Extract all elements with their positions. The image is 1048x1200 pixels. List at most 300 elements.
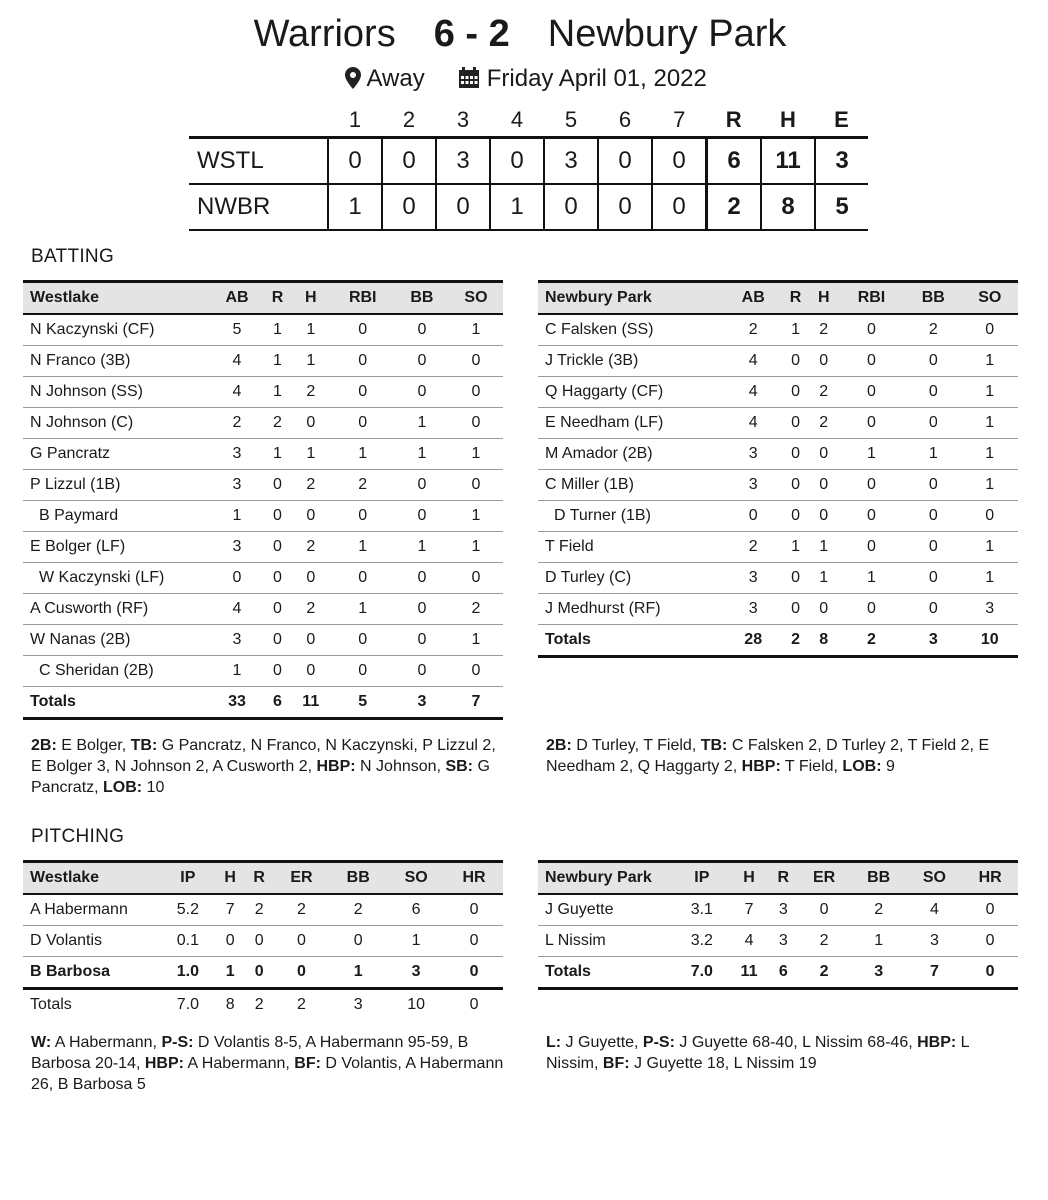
note-text: D Volantis 8-5, A Habermann 95-59, B Barbosa 20-14,	[31, 1034, 469, 1072]
stat-cell: 1	[905, 439, 961, 470]
stat-cell: 2	[810, 314, 838, 346]
player-name: D Turner (1B)	[538, 501, 725, 532]
totals-cell: 0	[962, 957, 1018, 989]
stat-cell: 1	[264, 439, 291, 470]
totals-cell: 3	[395, 687, 449, 719]
stat-column-header: SO	[907, 862, 963, 895]
player-name: C Miller (1B)	[538, 470, 725, 501]
stat-cell: 1.0	[160, 957, 216, 989]
stat-cell: 3	[387, 957, 445, 989]
note-label: P-S:	[161, 1034, 194, 1051]
stat-cell: 3	[210, 470, 264, 501]
stat-column-header: R	[781, 282, 809, 315]
totals-label: Totals	[538, 625, 725, 657]
stat-column-header: R	[264, 282, 291, 315]
stat-cell: 1	[395, 408, 449, 439]
line-score-total-h: 8	[761, 184, 815, 230]
stat-cell: 0	[395, 501, 449, 532]
player-row	[538, 314, 1018, 346]
player-name: J Trickle (3B)	[538, 346, 725, 377]
stat-cell: 1	[838, 439, 905, 470]
stat-cell: 1	[291, 346, 331, 377]
stat-column-header: BB	[329, 862, 387, 895]
stat-cell: 4	[725, 408, 781, 439]
stat-column-header: R	[245, 862, 274, 895]
stat-cell: 3	[210, 625, 264, 656]
stat-cell: 0	[810, 501, 838, 532]
inning-score: 1	[490, 184, 544, 230]
player-name: E Needham (LF)	[538, 408, 725, 439]
stat-cell: 0	[781, 439, 809, 470]
player-row	[23, 625, 503, 656]
stat-column-header: ER	[797, 862, 851, 895]
stat-cell: 2	[449, 594, 503, 625]
stat-column-header: RBI	[838, 282, 905, 315]
stat-cell: 0	[445, 926, 503, 957]
home-team-name: Newbury Park	[547, 13, 787, 55]
player-row	[538, 408, 1018, 439]
note-label: SB:	[445, 758, 473, 775]
game-date: Friday April 01, 2022	[486, 65, 707, 92]
stat-cell: 4	[907, 894, 963, 926]
team-name-header: Westlake	[23, 862, 160, 895]
player-name: C Sheridan (2B)	[23, 656, 210, 687]
totals-row	[538, 625, 1018, 657]
stat-cell: 0	[810, 594, 838, 625]
stat-cell: 0	[449, 656, 503, 687]
westlake-batting-table	[23, 280, 503, 720]
totals-label: Totals	[538, 957, 675, 989]
stat-cell: 0	[781, 377, 809, 408]
stat-cell: 0	[291, 563, 331, 594]
note-label: TB:	[130, 737, 158, 754]
stat-column-header: HR	[962, 862, 1018, 895]
totals-cell: 8	[225, 996, 235, 1013]
stat-cell: 0	[781, 501, 809, 532]
line-score-total-e: 3	[815, 138, 868, 185]
newbury-batting-table	[538, 280, 1018, 658]
stat-cell: 0	[838, 408, 905, 439]
stat-cell: 2	[797, 926, 851, 957]
stat-cell: 2	[245, 894, 274, 926]
stat-cell: 0	[274, 957, 330, 989]
player-row	[23, 532, 503, 563]
note-text: D Volantis, A Habermann 26, B Barbosa 5	[31, 1055, 504, 1093]
stat-cell: 0	[781, 346, 809, 377]
player-row	[538, 439, 1018, 470]
note-label: HBP:	[316, 758, 356, 775]
stat-cell: 1	[395, 439, 449, 470]
line-score-row	[189, 184, 868, 230]
line-score-row	[189, 138, 868, 185]
inning-score: 0	[544, 184, 598, 230]
stat-column-header: SO	[387, 862, 445, 895]
stat-cell: 1	[331, 439, 395, 470]
stat-cell: 2	[274, 894, 330, 926]
stat-cell: 3	[725, 470, 781, 501]
stat-cell: 1	[781, 314, 809, 346]
location-label: Away	[366, 65, 425, 92]
player-name: P Lizzul (1B)	[23, 470, 210, 501]
player-row	[538, 346, 1018, 377]
stat-column-header: HR	[445, 862, 503, 895]
stat-cell: 1	[962, 439, 1018, 470]
stat-cell: 0	[905, 532, 961, 563]
line-score-header: 5	[544, 104, 598, 138]
stat-column-header: IP	[160, 862, 216, 895]
line-score-header: H	[761, 104, 815, 138]
inning-score: 1	[328, 184, 382, 230]
stat-cell: 0	[264, 532, 291, 563]
stat-cell: 1	[838, 563, 905, 594]
player-name: A Cusworth (RF)	[23, 594, 210, 625]
line-score-header: 7	[652, 104, 707, 138]
stat-cell: 2	[331, 470, 395, 501]
stat-cell: 4	[729, 926, 770, 957]
stat-cell: 1	[781, 532, 809, 563]
inning-score: 0	[490, 138, 544, 185]
player-row	[23, 563, 503, 594]
newbury-pitching-notes	[546, 1032, 1021, 1074]
player-name: N Kaczynski (CF)	[23, 314, 210, 346]
stat-cell: 0	[905, 408, 961, 439]
note-text: C Falsken 2, D Turley 2, T Field 2, E Needham 2, Q Haggarty 2,	[546, 737, 990, 775]
player-name: E Bolger (LF)	[23, 532, 210, 563]
player-name: J Medhurst (RF)	[538, 594, 725, 625]
player-row	[538, 594, 1018, 625]
line-score-total-r: 2	[707, 184, 762, 230]
player-name: T Field	[538, 532, 725, 563]
stat-cell: 2	[725, 314, 781, 346]
stat-cell: 2	[210, 408, 264, 439]
stat-column-header: R	[769, 862, 797, 895]
stat-cell: 1	[962, 532, 1018, 563]
note-label: L:	[546, 1034, 562, 1051]
line-score-total-r: 6	[707, 138, 762, 185]
inning-score: 0	[652, 138, 707, 185]
line-score-header: 3	[436, 104, 490, 138]
line-score-total-e: 5	[815, 184, 868, 230]
stat-cell: 0	[264, 563, 291, 594]
totals-cell: 11	[291, 687, 331, 719]
stat-column-header: BB	[905, 282, 961, 315]
line-score-header: 6	[598, 104, 652, 138]
player-row	[538, 894, 1018, 926]
newbury-pitching-table	[538, 860, 1018, 990]
player-row	[23, 408, 503, 439]
note-label: HBP:	[917, 1034, 957, 1051]
totals-cell: 3	[353, 996, 363, 1013]
inning-score: 0	[382, 138, 436, 185]
stat-column-header: H	[216, 862, 245, 895]
stat-cell: 1	[449, 439, 503, 470]
away-team-name: Warriors	[253, 13, 396, 55]
stat-cell: 0	[445, 957, 503, 989]
stat-cell: 7	[216, 894, 245, 926]
note-text: G Pancratz, N Franco, N Kaczynski, P Lizzul 2, E Bolger 3, N Johnson 2, A Cusworth 2,	[31, 737, 496, 775]
map-pin-icon	[345, 65, 361, 92]
totals-cell: 11	[729, 957, 770, 989]
stats-header-row	[23, 282, 503, 315]
player-row	[538, 470, 1018, 501]
player-row	[23, 894, 503, 926]
stat-column-header: IP	[675, 862, 729, 895]
player-name: W Kaczynski (LF)	[23, 563, 210, 594]
westlake-batting-notes	[31, 735, 506, 798]
stat-column-header: H	[729, 862, 770, 895]
westlake-pitching-table	[23, 860, 503, 1020]
totals-cell: 33	[210, 687, 264, 719]
batting-section-label: BATTING	[31, 246, 115, 267]
stat-column-header: H	[810, 282, 838, 315]
totals-cell: 7	[907, 957, 963, 989]
stat-cell: 4	[725, 346, 781, 377]
stat-cell: 0	[445, 894, 503, 926]
totals-cell: 7	[449, 687, 503, 719]
stat-cell: 3	[210, 532, 264, 563]
stat-cell: 1	[449, 501, 503, 532]
stat-cell: 3	[769, 894, 797, 926]
player-row	[23, 314, 503, 346]
stat-cell: 1	[449, 532, 503, 563]
stat-cell: 0	[291, 625, 331, 656]
calendar-icon	[458, 65, 480, 92]
stat-cell: 0	[245, 926, 274, 957]
stat-cell: 0	[395, 377, 449, 408]
stat-cell: 1	[210, 656, 264, 687]
line-score-header: R	[707, 104, 762, 138]
stat-cell: 2	[264, 408, 291, 439]
westlake-pitching-notes	[31, 1032, 506, 1095]
stat-cell: 0	[838, 532, 905, 563]
player-name: W Nanas (2B)	[23, 625, 210, 656]
stat-cell: 2	[905, 314, 961, 346]
stat-cell: 0	[810, 470, 838, 501]
player-row	[23, 594, 503, 625]
totals-cell: 5	[331, 687, 395, 719]
stat-column-header: BB	[395, 282, 449, 315]
stat-cell: 1	[264, 377, 291, 408]
note-text: E Bolger,	[56, 737, 131, 754]
stat-cell: 3	[725, 563, 781, 594]
line-score-header: E	[815, 104, 868, 138]
player-name: N Franco (3B)	[23, 346, 210, 377]
stat-cell: 0	[905, 377, 961, 408]
totals-cell: 2	[254, 996, 264, 1013]
line-score-header: 1	[328, 104, 382, 138]
stat-cell: 0	[395, 563, 449, 594]
player-name: J Guyette	[538, 894, 675, 926]
totals-cell: 0	[469, 996, 479, 1013]
player-name: Q Haggarty (CF)	[538, 377, 725, 408]
stat-cell: 0	[905, 470, 961, 501]
final-score: 6 - 2	[433, 13, 510, 55]
stat-cell: 0	[395, 594, 449, 625]
player-name: B Barbosa	[23, 957, 160, 989]
stat-cell: 0	[810, 439, 838, 470]
stat-cell: 0	[781, 408, 809, 439]
stat-cell: 0	[331, 656, 395, 687]
inning-score: 0	[328, 138, 382, 185]
stat-cell: 0	[781, 563, 809, 594]
stat-cell: 0	[331, 346, 395, 377]
inning-score: 0	[652, 184, 707, 230]
inning-score: 0	[598, 184, 652, 230]
line-score-header: 2	[382, 104, 436, 138]
inning-score: 0	[382, 184, 436, 230]
stat-cell: 0	[781, 470, 809, 501]
stat-cell: 0	[395, 625, 449, 656]
totals-cell: 7.0	[675, 957, 729, 989]
note-label: 2B:	[31, 737, 57, 754]
stat-cell: 2	[851, 894, 907, 926]
stat-cell: 0	[449, 408, 503, 439]
stat-cell: 3	[907, 926, 963, 957]
stat-cell: 0	[291, 501, 331, 532]
stat-cell: 1	[291, 439, 331, 470]
stat-cell: 0	[962, 894, 1018, 926]
stat-cell: 5.2	[160, 894, 216, 926]
stat-cell: 0	[245, 957, 274, 989]
note-label: LOB:	[103, 779, 143, 796]
note-text: 9	[881, 758, 895, 775]
note-text: J Guyette 68-40, L Nissim 68-46,	[674, 1034, 918, 1051]
note-text: A Habermann,	[183, 1055, 295, 1072]
stat-cell: 0	[725, 501, 781, 532]
stat-cell: 2	[810, 377, 838, 408]
totals-cell: 28	[725, 625, 781, 657]
stat-cell: 1	[264, 346, 291, 377]
pitching-section-label: PITCHING	[31, 826, 125, 847]
stat-cell: 1	[962, 563, 1018, 594]
player-name: C Falsken (SS)	[538, 314, 725, 346]
stat-cell: 0	[905, 346, 961, 377]
stat-cell: 0	[291, 408, 331, 439]
stat-cell: 0	[331, 314, 395, 346]
game-meta	[0, 62, 1048, 96]
stat-cell: 0	[810, 346, 838, 377]
note-text: N Johnson,	[355, 758, 446, 775]
totals-row	[538, 957, 1018, 989]
note-text: J Guyette 18, L Nissim 19	[629, 1055, 817, 1072]
player-name: D Volantis	[23, 926, 160, 957]
stat-cell: 1	[449, 314, 503, 346]
stat-cell: 1	[210, 501, 264, 532]
note-label: W:	[31, 1034, 52, 1051]
stat-cell: 0	[962, 501, 1018, 532]
stat-cell: 0	[395, 656, 449, 687]
player-row	[538, 563, 1018, 594]
note-text: D Turley, T Field,	[571, 737, 701, 754]
stat-cell: 1	[331, 532, 395, 563]
stat-column-header: RBI	[331, 282, 395, 315]
totals-cell: 10	[962, 625, 1018, 657]
stat-cell: 0	[905, 594, 961, 625]
stat-cell: 0	[905, 563, 961, 594]
stat-cell: 1	[329, 957, 387, 989]
inning-score: 3	[544, 138, 598, 185]
stat-cell: 0	[216, 926, 245, 957]
stat-column-header: AB	[210, 282, 264, 315]
stat-column-header: H	[291, 282, 331, 315]
stat-cell: 0	[395, 346, 449, 377]
stat-cell: 1	[810, 532, 838, 563]
line-score-team: WSTL	[197, 147, 264, 174]
stat-cell: 3	[769, 926, 797, 957]
player-row	[23, 439, 503, 470]
note-label: TB:	[700, 737, 728, 754]
stat-cell: 0	[274, 926, 330, 957]
stat-cell: 0	[781, 594, 809, 625]
stat-cell: 0	[395, 314, 449, 346]
game-title	[0, 10, 1040, 58]
stat-cell: 1	[264, 314, 291, 346]
stat-cell: 1	[216, 957, 245, 989]
note-label: HBP:	[741, 758, 781, 775]
player-row	[23, 957, 503, 989]
stat-column-header: ER	[274, 862, 330, 895]
stat-cell: 2	[291, 470, 331, 501]
stat-cell: 0	[962, 314, 1018, 346]
stat-cell: 2	[810, 408, 838, 439]
note-label: HBP:	[144, 1055, 184, 1072]
team-column-header	[189, 104, 328, 138]
player-name: N Johnson (C)	[23, 408, 210, 439]
stat-cell: 4	[725, 377, 781, 408]
stat-cell: 0	[264, 501, 291, 532]
totals-row	[23, 989, 503, 1021]
stat-cell: 6	[387, 894, 445, 926]
stat-cell: 0	[838, 314, 905, 346]
stat-cell: 0	[838, 377, 905, 408]
stat-cell: 0	[449, 377, 503, 408]
stat-cell: 0	[291, 656, 331, 687]
stat-cell: 0	[905, 501, 961, 532]
totals-cell: 3	[905, 625, 961, 657]
stat-cell: 0	[449, 563, 503, 594]
stat-cell: 0	[962, 926, 1018, 957]
totals-cell: 2	[781, 625, 809, 657]
totals-cell: 2	[797, 957, 851, 989]
stat-cell: 1	[395, 532, 449, 563]
stat-cell: 0	[838, 470, 905, 501]
player-row	[23, 926, 503, 957]
stat-cell: 0	[264, 594, 291, 625]
stat-cell: 0	[395, 470, 449, 501]
totals-row	[23, 687, 503, 719]
stat-cell: 2	[725, 532, 781, 563]
stat-cell: 0	[264, 470, 291, 501]
player-name: L Nissim	[538, 926, 675, 957]
stat-cell: 0	[331, 377, 395, 408]
stat-cell: 1	[331, 594, 395, 625]
stat-cell: 0.1	[160, 926, 216, 957]
stat-cell: 1	[387, 926, 445, 957]
stat-cell: 0	[838, 594, 905, 625]
totals-cell: 10	[407, 996, 426, 1013]
totals-cell: 7.0	[176, 996, 199, 1013]
line-score-table	[189, 104, 868, 231]
stats-header-row	[23, 862, 503, 895]
inning-score: 0	[436, 184, 490, 230]
stat-cell: 3	[962, 594, 1018, 625]
player-name: A Habermann	[23, 894, 160, 926]
stat-cell: 1	[962, 470, 1018, 501]
stat-cell: 1	[291, 314, 331, 346]
note-text: A Habermann,	[51, 1034, 162, 1051]
totals-label: Totals	[30, 996, 72, 1013]
stat-cell: 7	[729, 894, 770, 926]
